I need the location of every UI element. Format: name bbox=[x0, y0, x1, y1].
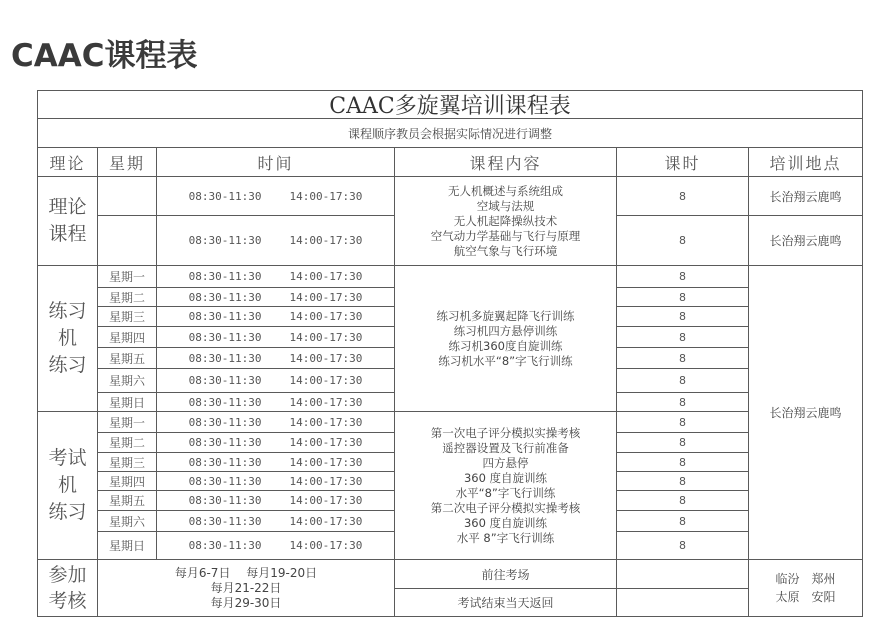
theory-time-1: 08:30-11:30 14:00-17:30 bbox=[156, 176, 395, 216]
exam-practice-hours: 8 bbox=[616, 471, 749, 491]
section-exam-label: 参加 考核 bbox=[37, 559, 98, 617]
exam-practice-day: 星期日 bbox=[97, 531, 157, 560]
practice-time: 08:30-11:30 14:00-17:30 bbox=[156, 392, 395, 412]
practice-time: 08:30-11:30 14:00-17:30 bbox=[156, 347, 395, 369]
theory-day-2 bbox=[97, 215, 157, 266]
exam-content-go: 前往考场 bbox=[394, 559, 617, 589]
exam-practice-time: 08:30-11:30 14:00-17:30 bbox=[156, 510, 395, 532]
table-title: CAAC多旋翼培训课程表 bbox=[37, 90, 863, 119]
exam-dates: 每月6-7日 每月19-20日 每月21-22日 每月29-30日 bbox=[97, 559, 395, 617]
practice-day: 星期六 bbox=[97, 368, 157, 393]
section-practice-label: 练习 机 练习 bbox=[37, 265, 98, 412]
column-header-hours: 课时 bbox=[616, 147, 749, 177]
exam-practice-day: 星期三 bbox=[97, 452, 157, 472]
exam-practice-time: 08:30-11:30 14:00-17:30 bbox=[156, 471, 395, 491]
exam-practice-time: 08:30-11:30 14:00-17:30 bbox=[156, 432, 395, 453]
theory-hours-2: 8 bbox=[616, 215, 749, 266]
exam-practice-hours: 8 bbox=[616, 432, 749, 453]
practice-day: 星期日 bbox=[97, 392, 157, 412]
exam-locations: 临汾 郑州 太原 安阳 bbox=[748, 559, 863, 617]
practice-time: 08:30-11:30 14:00-17:30 bbox=[156, 265, 395, 288]
table-subtitle: 课程顺序教员会根据实际情况进行调整 bbox=[37, 118, 863, 148]
exam-hours-1 bbox=[616, 559, 749, 589]
theory-content: 无人机概述与系统组成 空域与法规 无人机起降操纵技术 空气动力学基础与飞行与原理 航空气象与飞行环境 bbox=[394, 176, 617, 266]
exam-practice-time: 08:30-11:30 14:00-17:30 bbox=[156, 490, 395, 511]
exam-practice-time: 08:30-11:30 14:00-17:30 bbox=[156, 531, 395, 560]
practice-day: 星期二 bbox=[97, 287, 157, 307]
practice-time: 08:30-11:30 14:00-17:30 bbox=[156, 287, 395, 307]
exam-hours-2 bbox=[616, 588, 749, 617]
column-header-weekday: 星期 bbox=[97, 147, 157, 177]
exam-practice-day: 星期四 bbox=[97, 471, 157, 491]
column-header-time: 时间 bbox=[156, 147, 395, 177]
section-theory-label: 理论 课程 bbox=[37, 176, 98, 266]
exam-practice-day: 星期二 bbox=[97, 432, 157, 453]
practice-day: 星期五 bbox=[97, 347, 157, 369]
exam-content-return: 考试结束当天返回 bbox=[394, 588, 617, 617]
column-header-theory: 理论 bbox=[37, 147, 98, 177]
practice-hours: 8 bbox=[616, 265, 749, 288]
theory-location-2: 长治翔云鹿鸣 bbox=[748, 215, 863, 266]
practice-hours: 8 bbox=[616, 392, 749, 412]
exam-practice-hours: 8 bbox=[616, 490, 749, 511]
practice-time: 08:30-11:30 14:00-17:30 bbox=[156, 368, 395, 393]
practice-day: 星期三 bbox=[97, 306, 157, 327]
theory-day-1 bbox=[97, 176, 157, 216]
exam-practice-hours: 8 bbox=[616, 510, 749, 532]
practice-day: 星期一 bbox=[97, 265, 157, 288]
practice-hours: 8 bbox=[616, 287, 749, 307]
exam-practice-day: 星期一 bbox=[97, 411, 157, 433]
exam-practice-day: 星期五 bbox=[97, 490, 157, 511]
practice-day: 星期四 bbox=[97, 326, 157, 348]
practice-hours: 8 bbox=[616, 368, 749, 393]
exam-practice-content: 第一次电子评分模拟实操考核 遥控器设置及飞行前准备 四方悬停 360 度自旋训练 水平“8”字飞行训练 第二次电子评分模拟实操考核 360 度自旋训练 水平 8”字飞行训练 bbox=[394, 411, 617, 560]
exam-practice-hours: 8 bbox=[616, 411, 749, 433]
practice-hours: 8 bbox=[616, 306, 749, 327]
exam-practice-hours: 8 bbox=[616, 531, 749, 560]
column-header-location: 培训地点 bbox=[748, 147, 863, 177]
practice-content: 练习机多旋翼起降飞行训练 练习机四方悬停训练 练习机360度自旋训练 练习机水平“8”字飞行训练 bbox=[394, 265, 617, 412]
exam-practice-time: 08:30-11:30 14:00-17:30 bbox=[156, 411, 395, 433]
practice-time: 08:30-11:30 14:00-17:30 bbox=[156, 306, 395, 327]
practice-hours: 8 bbox=[616, 326, 749, 348]
exam-practice-day: 星期六 bbox=[97, 510, 157, 532]
exam-practice-hours: 8 bbox=[616, 452, 749, 472]
practice-time: 08:30-11:30 14:00-17:30 bbox=[156, 326, 395, 348]
column-header-content: 课程内容 bbox=[394, 147, 617, 177]
course-schedule-table bbox=[37, 90, 863, 617]
theory-hours-1: 8 bbox=[616, 176, 749, 216]
page-heading: CAAC课程表 bbox=[11, 38, 198, 74]
theory-time-2: 08:30-11:30 14:00-17:30 bbox=[156, 215, 395, 266]
theory-location-1: 长治翔云鹿鸣 bbox=[748, 176, 863, 216]
section-exam-practice-label: 考试 机 练习 bbox=[37, 411, 98, 560]
practice-location: 长治翔云鹿鸣 bbox=[748, 265, 863, 560]
practice-hours: 8 bbox=[616, 347, 749, 369]
exam-practice-time: 08:30-11:30 14:00-17:30 bbox=[156, 452, 395, 472]
